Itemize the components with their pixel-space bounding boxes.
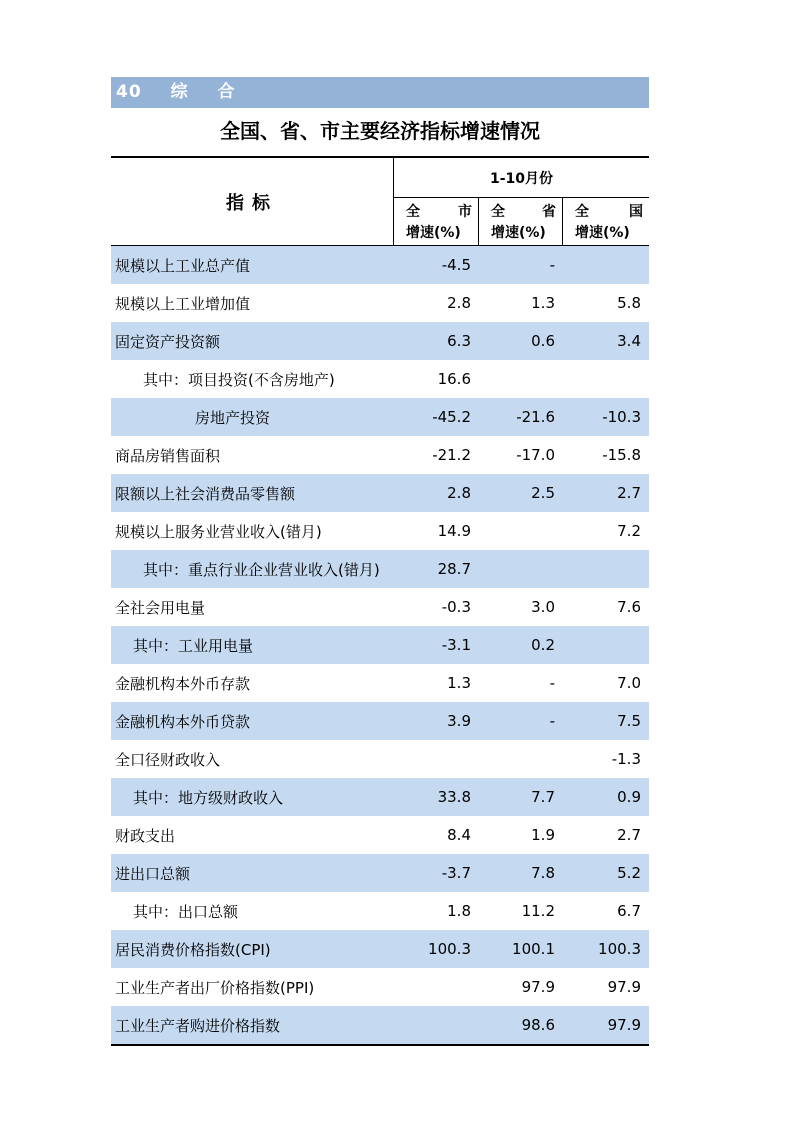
city-value: -0.3 xyxy=(441,598,471,616)
row-label: 全口径财政收入 xyxy=(115,750,221,769)
province-value: - xyxy=(549,256,555,274)
table-row xyxy=(111,322,649,360)
national-value: 5.8 xyxy=(617,294,641,312)
national-value: 97.9 xyxy=(607,978,641,996)
national-value: 7.2 xyxy=(617,522,641,540)
national-value: -15.8 xyxy=(602,446,641,464)
row-label: 其中：工业用电量 xyxy=(133,636,254,655)
national-header-sub: 增速(%) xyxy=(575,225,630,241)
table-row xyxy=(111,398,649,436)
table-row xyxy=(111,740,649,778)
row-label: 房地产投资 xyxy=(195,408,271,427)
table-row xyxy=(111,968,649,1006)
table-row xyxy=(111,550,649,588)
city-header-right: 市 xyxy=(458,204,472,220)
city-value: 2.8 xyxy=(447,294,471,312)
table-row xyxy=(111,588,649,626)
city-value: -45.2 xyxy=(432,408,471,426)
row-label: 其中：地方级财政收入 xyxy=(133,788,284,807)
national-value: 7.0 xyxy=(617,674,641,692)
row-label: 其中：出口总额 xyxy=(133,902,239,921)
city-value: 2.8 xyxy=(447,484,471,502)
province-value: 1.3 xyxy=(531,294,555,312)
national-header-left: 全 xyxy=(575,204,589,220)
row-label: 限额以上社会消费品零售额 xyxy=(115,484,296,503)
province-value: 7.7 xyxy=(531,788,555,806)
national-value: 97.9 xyxy=(607,1016,641,1034)
national-value: 3.4 xyxy=(617,332,641,350)
province-value: -21.6 xyxy=(516,408,555,426)
national-value: 7.6 xyxy=(617,598,641,616)
national-value: 6.7 xyxy=(617,902,641,920)
row-label: 固定资产投资额 xyxy=(115,332,221,351)
national-value: -10.3 xyxy=(602,408,641,426)
row-label: 全社会用电量 xyxy=(115,598,206,617)
section-name-char-2: 合 xyxy=(217,82,236,102)
city-value: 14.9 xyxy=(437,522,471,540)
province-header-sub: 增速(%) xyxy=(491,225,546,241)
row-label: 其中：项目投资(不含房地产) xyxy=(143,370,335,389)
table-row xyxy=(111,474,649,512)
table-header xyxy=(111,156,649,246)
table-row xyxy=(111,702,649,740)
row-label: 进出口总额 xyxy=(115,864,191,883)
city-header-left: 全 xyxy=(406,204,420,220)
row-label: 财政支出 xyxy=(115,826,176,845)
table-row xyxy=(111,930,649,968)
city-value: 3.9 xyxy=(447,712,471,730)
province-value: - xyxy=(549,674,555,692)
table-row xyxy=(111,1006,649,1044)
province-value: 11.2 xyxy=(521,902,555,920)
city-value: 8.4 xyxy=(447,826,471,844)
row-label: 工业生产者出厂价格指数(PPI) xyxy=(115,978,315,997)
province-header-right: 省 xyxy=(542,204,556,220)
province-value: -17.0 xyxy=(516,446,555,464)
table-row xyxy=(111,436,649,474)
national-value: 100.3 xyxy=(598,940,641,958)
table-bottom-rule xyxy=(111,1044,649,1046)
table-row xyxy=(111,778,649,816)
national-column-header xyxy=(563,198,649,246)
row-label: 商品房销售面积 xyxy=(115,446,221,465)
row-label: 金融机构本外币贷款 xyxy=(115,712,251,731)
row-label: 居民消费价格指数(CPI) xyxy=(115,940,271,959)
city-value: 16.6 xyxy=(437,370,471,388)
section-name-char-1: 综 xyxy=(170,82,189,102)
indicator-column-header xyxy=(111,158,394,246)
province-value: - xyxy=(549,712,555,730)
national-value: 0.9 xyxy=(617,788,641,806)
province-column-header xyxy=(479,198,563,246)
table-row xyxy=(111,664,649,702)
row-label: 规模以上工业总产值 xyxy=(115,256,251,275)
table-row xyxy=(111,892,649,930)
table-row xyxy=(111,816,649,854)
row-label: 规模以上服务业营业收入(错月) xyxy=(115,522,322,541)
city-value: 6.3 xyxy=(447,332,471,350)
table-body xyxy=(111,246,649,1044)
province-value: 0.2 xyxy=(531,636,555,654)
row-label: 规模以上工业增加值 xyxy=(115,294,251,313)
indicator-header-char-1: 指 xyxy=(226,193,252,214)
province-value: 7.8 xyxy=(531,864,555,882)
table-title: 全国、省、市主要经济指标增速情况 xyxy=(220,119,540,143)
city-value: 1.8 xyxy=(447,902,471,920)
indicator-table xyxy=(111,156,649,1046)
city-value: -21.2 xyxy=(432,446,471,464)
section-header xyxy=(111,77,649,108)
table-row xyxy=(111,854,649,892)
city-value: 28.7 xyxy=(437,560,471,578)
city-header-sub: 增速(%) xyxy=(406,225,461,241)
table-row xyxy=(111,360,649,398)
period-header: 1-10月份 xyxy=(394,158,649,198)
national-value: 7.5 xyxy=(617,712,641,730)
national-value: -1.3 xyxy=(611,750,641,768)
city-value: 100.3 xyxy=(428,940,471,958)
table-row xyxy=(111,512,649,550)
row-label: 金融机构本外币存款 xyxy=(115,674,251,693)
province-value: 97.9 xyxy=(521,978,555,996)
province-value: 98.6 xyxy=(521,1016,555,1034)
province-value: 2.5 xyxy=(531,484,555,502)
table-row xyxy=(111,284,649,322)
city-column-header xyxy=(394,198,479,246)
city-value: -3.7 xyxy=(441,864,471,882)
city-value: 33.8 xyxy=(437,788,471,806)
national-value: 2.7 xyxy=(617,826,641,844)
province-value: 100.1 xyxy=(512,940,555,958)
table-row xyxy=(111,246,649,284)
indicator-header-char-2: 标 xyxy=(252,193,278,214)
row-label: 工业生产者购进价格指数 xyxy=(115,1016,281,1035)
section-number: 40 xyxy=(116,82,142,102)
province-value: 0.6 xyxy=(531,332,555,350)
table-row xyxy=(111,626,649,664)
national-header-right: 国 xyxy=(629,204,643,220)
national-value: 2.7 xyxy=(617,484,641,502)
city-value: -3.1 xyxy=(441,636,471,654)
row-label: 其中：重点行业企业营业收入(错月) xyxy=(143,560,380,579)
city-value: 1.3 xyxy=(447,674,471,692)
city-value: -4.5 xyxy=(441,256,471,274)
province-value: 3.0 xyxy=(531,598,555,616)
province-value: 1.9 xyxy=(531,826,555,844)
national-value: 5.2 xyxy=(617,864,641,882)
province-header-left: 全 xyxy=(491,204,505,220)
